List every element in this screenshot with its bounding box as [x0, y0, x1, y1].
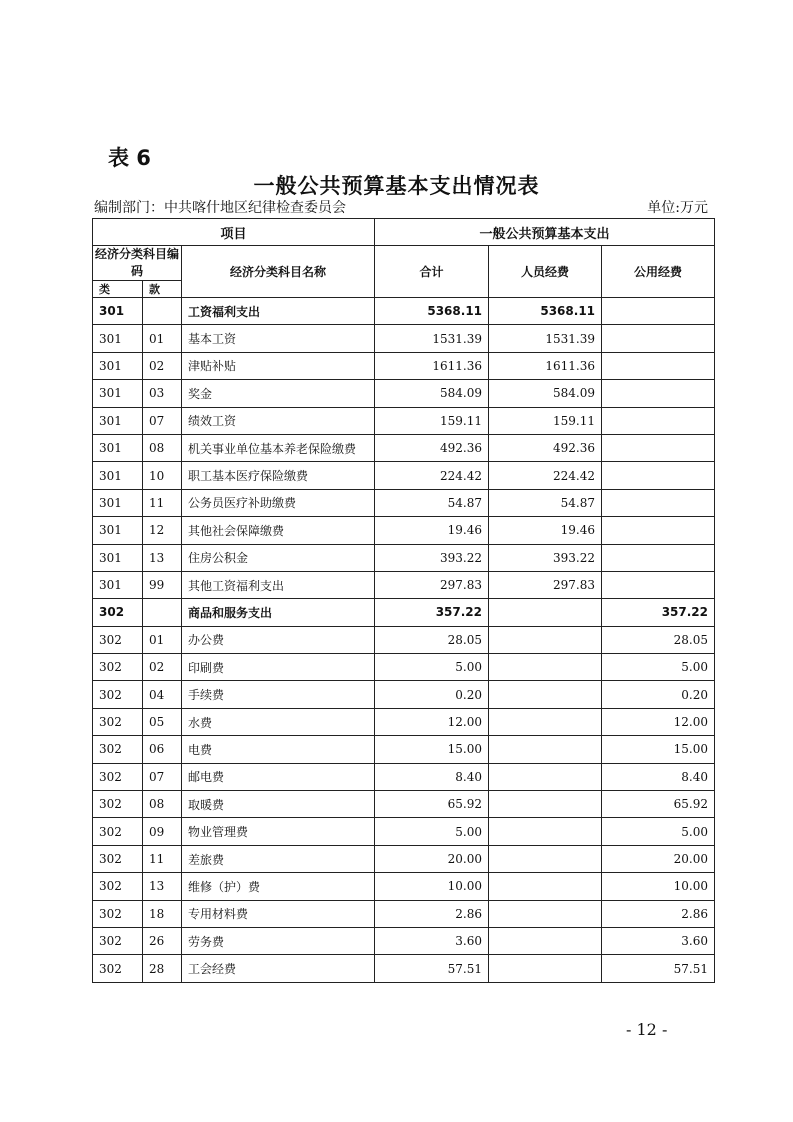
cell-total: 5.00: [375, 654, 489, 681]
cell-category: 301: [93, 352, 143, 379]
cell-total: 12.00: [375, 708, 489, 735]
cell-total: 10.00: [375, 873, 489, 900]
cell-name: 工会经费: [182, 955, 375, 982]
cell-total: 159.11: [375, 407, 489, 434]
cell-personnel: [489, 736, 602, 763]
cell-name: 物业管理费: [182, 818, 375, 845]
table-row: [93, 900, 715, 927]
table-row: [93, 599, 715, 626]
table-row: [93, 681, 715, 708]
cell-personnel: [489, 845, 602, 872]
cell-category: 302: [93, 654, 143, 681]
cell-total: 2.86: [375, 900, 489, 927]
table-row: [93, 380, 715, 407]
cell-category: 302: [93, 900, 143, 927]
cell-total: 19.46: [375, 517, 489, 544]
cell-personnel: [489, 927, 602, 954]
cell-name: 其他社会保障缴费: [182, 517, 375, 544]
table-row: [93, 654, 715, 681]
cell-personnel: [489, 873, 602, 900]
cell-personnel: 159.11: [489, 407, 602, 434]
cell-name: 办公费: [182, 626, 375, 653]
cell-public: 20.00: [602, 845, 715, 872]
table-row: [93, 434, 715, 461]
cell-category: 302: [93, 736, 143, 763]
cell-item: 07: [143, 763, 182, 790]
meta-row: [94, 197, 708, 217]
table-row: [93, 626, 715, 653]
cell-category: 302: [93, 955, 143, 982]
cell-item: 02: [143, 654, 182, 681]
header-category: 类: [93, 281, 143, 298]
table-row: [93, 791, 715, 818]
header-code-group: 经济分类科目编码: [93, 246, 182, 281]
cell-item: 06: [143, 736, 182, 763]
cell-category: 302: [93, 845, 143, 872]
header-public: 公用经费: [602, 246, 715, 298]
cell-name: 印刷费: [182, 654, 375, 681]
header-personnel: 人员经费: [489, 246, 602, 298]
table-label: 表 6: [108, 146, 151, 170]
cell-public: 2.86: [602, 900, 715, 927]
cell-name: 差旅费: [182, 845, 375, 872]
cell-personnel: [489, 955, 602, 982]
cell-item: 13: [143, 873, 182, 900]
cell-item: 03: [143, 380, 182, 407]
cell-category: 302: [93, 818, 143, 845]
table-row: [93, 544, 715, 571]
cell-item: 28: [143, 955, 182, 982]
cell-category: 301: [93, 462, 143, 489]
header-total: 合计: [375, 246, 489, 298]
cell-category: 302: [93, 708, 143, 735]
cell-total: 54.87: [375, 489, 489, 516]
cell-name: 商品和服务支出: [182, 599, 375, 626]
cell-personnel: [489, 654, 602, 681]
table-row: [93, 571, 715, 598]
cell-category: 301: [93, 325, 143, 352]
cell-item: 05: [143, 708, 182, 735]
cell-public: [602, 517, 715, 544]
cell-public: [602, 571, 715, 598]
cell-total: 224.42: [375, 462, 489, 489]
cell-public: [602, 407, 715, 434]
table-row: [93, 927, 715, 954]
cell-personnel: 584.09: [489, 380, 602, 407]
cell-personnel: 393.22: [489, 544, 602, 571]
cell-category: 301: [93, 544, 143, 571]
cell-personnel: 54.87: [489, 489, 602, 516]
cell-category: 301: [93, 380, 143, 407]
cell-total: 492.36: [375, 434, 489, 461]
cell-category: 301: [93, 298, 143, 325]
cell-public: 10.00: [602, 873, 715, 900]
cell-public: [602, 489, 715, 516]
cell-personnel: 492.36: [489, 434, 602, 461]
table-row: [93, 298, 715, 325]
cell-category: 302: [93, 763, 143, 790]
cell-category: 301: [93, 407, 143, 434]
cell-item: 01: [143, 325, 182, 352]
cell-public: 57.51: [602, 955, 715, 982]
cell-category: 301: [93, 571, 143, 598]
header-item: 款: [143, 281, 182, 298]
cell-item: 04: [143, 681, 182, 708]
cell-total: 584.09: [375, 380, 489, 407]
table-row: [93, 763, 715, 790]
cell-item: 08: [143, 434, 182, 461]
cell-item: 07: [143, 407, 182, 434]
header-project: 项目: [93, 219, 375, 246]
cell-item: 11: [143, 845, 182, 872]
cell-public: 12.00: [602, 708, 715, 735]
cell-personnel: [489, 599, 602, 626]
table-row: [93, 352, 715, 379]
cell-public: 28.05: [602, 626, 715, 653]
cell-name: 基本工资: [182, 325, 375, 352]
cell-category: 302: [93, 791, 143, 818]
cell-total: 1611.36: [375, 352, 489, 379]
header-name: 经济分类科目名称: [182, 246, 375, 298]
cell-personnel: 297.83: [489, 571, 602, 598]
cell-total: 20.00: [375, 845, 489, 872]
cell-personnel: [489, 900, 602, 927]
cell-name: 奖金: [182, 380, 375, 407]
cell-name: 劳务费: [182, 927, 375, 954]
cell-item: 99: [143, 571, 182, 598]
unit-label: 单位:万元: [647, 200, 708, 216]
cell-name: 职工基本医疗保险缴费: [182, 462, 375, 489]
cell-category: 302: [93, 873, 143, 900]
cell-public: 357.22: [602, 599, 715, 626]
table-row: [93, 489, 715, 516]
cell-public: [602, 544, 715, 571]
cell-item: 08: [143, 791, 182, 818]
cell-item: 09: [143, 818, 182, 845]
cell-personnel: 1531.39: [489, 325, 602, 352]
cell-public: 5.00: [602, 818, 715, 845]
cell-item: 26: [143, 927, 182, 954]
department-label: 编制部门：中共喀什地区纪律检查委员会: [94, 200, 346, 216]
cell-public: 3.60: [602, 927, 715, 954]
table-row: [93, 517, 715, 544]
cell-public: 15.00: [602, 736, 715, 763]
cell-public: 0.20: [602, 681, 715, 708]
cell-name: 公务员医疗补助缴费: [182, 489, 375, 516]
cell-personnel: [489, 681, 602, 708]
cell-item: 18: [143, 900, 182, 927]
table-row: [93, 736, 715, 763]
cell-item: 10: [143, 462, 182, 489]
cell-personnel: 5368.11: [489, 298, 602, 325]
cell-total: 28.05: [375, 626, 489, 653]
cell-personnel: [489, 791, 602, 818]
cell-personnel: 1611.36: [489, 352, 602, 379]
table-row: [93, 407, 715, 434]
table-row: [93, 845, 715, 872]
cell-total: 3.60: [375, 927, 489, 954]
cell-item: 11: [143, 489, 182, 516]
cell-item: 02: [143, 352, 182, 379]
cell-total: 8.40: [375, 763, 489, 790]
cell-category: 301: [93, 434, 143, 461]
table-row: [93, 708, 715, 735]
cell-public: [602, 380, 715, 407]
cell-public: [602, 298, 715, 325]
cell-category: 302: [93, 927, 143, 954]
cell-name: 专用材料费: [182, 900, 375, 927]
page-number: - 12 -: [626, 1020, 668, 1039]
table-body: [93, 298, 715, 983]
cell-total: 1531.39: [375, 325, 489, 352]
table-row: [93, 818, 715, 845]
cell-category: 302: [93, 599, 143, 626]
cell-public: 65.92: [602, 791, 715, 818]
cell-personnel: 19.46: [489, 517, 602, 544]
cell-name: 住房公积金: [182, 544, 375, 571]
cell-category: 301: [93, 517, 143, 544]
cell-item: 01: [143, 626, 182, 653]
cell-category: 302: [93, 626, 143, 653]
cell-item: 12: [143, 517, 182, 544]
cell-total: 297.83: [375, 571, 489, 598]
cell-public: [602, 325, 715, 352]
cell-personnel: [489, 708, 602, 735]
cell-total: 15.00: [375, 736, 489, 763]
cell-total: 65.92: [375, 791, 489, 818]
table-row: [93, 873, 715, 900]
cell-total: 0.20: [375, 681, 489, 708]
cell-category: 302: [93, 681, 143, 708]
cell-public: 5.00: [602, 654, 715, 681]
cell-name: 水费: [182, 708, 375, 735]
cell-total: 5.00: [375, 818, 489, 845]
cell-total: 393.22: [375, 544, 489, 571]
table-row: [93, 955, 715, 982]
cell-name: 津贴补贴: [182, 352, 375, 379]
cell-name: 手续费: [182, 681, 375, 708]
cell-name: 维修（护）费: [182, 873, 375, 900]
cell-name: 工资福利支出: [182, 298, 375, 325]
cell-item: [143, 599, 182, 626]
cell-total: 57.51: [375, 955, 489, 982]
cell-item: [143, 298, 182, 325]
cell-public: 8.40: [602, 763, 715, 790]
cell-total: 357.22: [375, 599, 489, 626]
header-budget-group: 一般公共预算基本支出: [375, 219, 715, 246]
cell-public: [602, 462, 715, 489]
cell-name: 机关事业单位基本养老保险缴费: [182, 434, 375, 461]
cell-personnel: [489, 763, 602, 790]
cell-personnel: [489, 626, 602, 653]
page-title: 一般公共预算基本支出情况表: [253, 174, 540, 198]
cell-item: 13: [143, 544, 182, 571]
cell-category: 301: [93, 489, 143, 516]
cell-public: [602, 434, 715, 461]
cell-name: 电费: [182, 736, 375, 763]
cell-personnel: 224.42: [489, 462, 602, 489]
budget-table: [92, 218, 715, 983]
cell-name: 其他工资福利支出: [182, 571, 375, 598]
cell-public: [602, 352, 715, 379]
cell-name: 取暖费: [182, 791, 375, 818]
cell-personnel: [489, 818, 602, 845]
table-row: [93, 325, 715, 352]
cell-total: 5368.11: [375, 298, 489, 325]
cell-name: 邮电费: [182, 763, 375, 790]
table-row: [93, 462, 715, 489]
cell-name: 绩效工资: [182, 407, 375, 434]
